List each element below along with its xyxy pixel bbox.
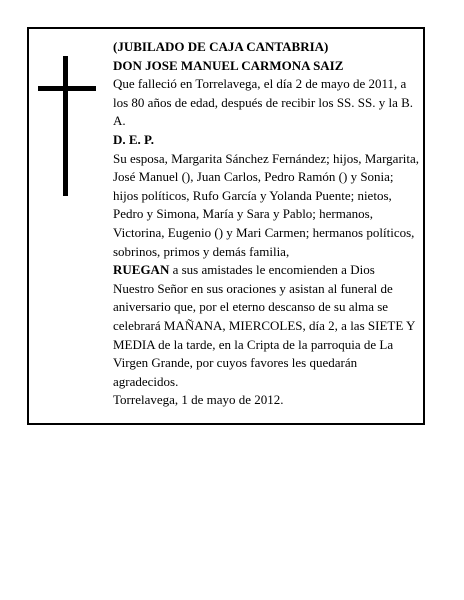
- deceased-name: DON JOSE MANUEL CARMONA SAIZ: [113, 57, 344, 73]
- rip-line: D. E. P.: [113, 131, 155, 147]
- cross-vertical-bar: [63, 56, 68, 196]
- request-paragraph: [113, 261, 419, 391]
- place-and-date: Torrelavega, 1 de mayo de 2012.: [113, 392, 284, 408]
- obituary-text: [113, 38, 419, 410]
- request-text: a sus amistades le encomienden a Dios Nuestro Señor en sus oraciones y asistan al funeral de aniversario que, por el eterno descanso de su alma se celebrará MAÑANA, MIERCOLES, día 2, a las SIETE Y MEDIA de la tarde, en la Cripta de la parroquia de La Virgen Grande, por cuyos favores les quedarán agradecidos.: [113, 262, 415, 389]
- ruegan-word: RUEGAN: [113, 262, 170, 278]
- cross-icon: [38, 56, 96, 196]
- death-details: Que falleció en Torrelavega, el día 2 de mayo de 2011, a los 80 años de edad, después de recibir los SS. SS. y la B. A.: [113, 76, 414, 129]
- family-list: Su esposa, Margarita Sánchez Fernández; hijos, Margarita, José Manuel (), Juan Carlos, Pedro Ramón () y Sonia; hijos políticos, Rufo García y Yolanda Puente; nietos, Pedro y Simona, María y Sara y Pablo; hermanos, Victorina, Eugenio () y Mari Carmen; hermanos políticos, sobrinos, primos y demás familia,: [113, 150, 420, 259]
- cross-horizontal-bar: [38, 86, 96, 91]
- retired-from-line: (JUBILADO DE CAJA CANTABRIA): [113, 39, 329, 54]
